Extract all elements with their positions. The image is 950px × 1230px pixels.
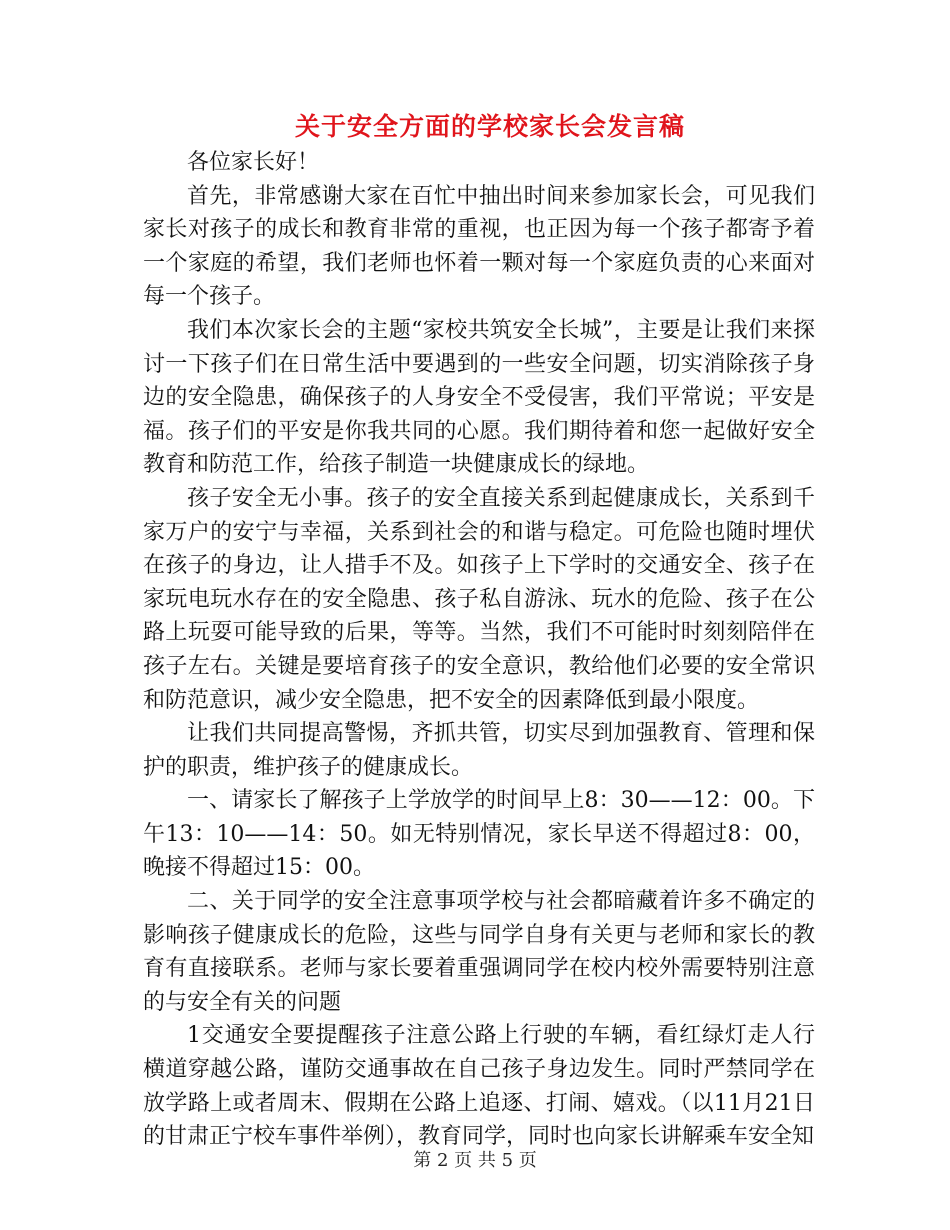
paragraph-greeting: 各位家长好！ [187,150,320,175]
paragraph-traffic-safety: 1交通安全要提醒孩子注意公路上行驶的车辆，看红绿灯走人行横道穿越公路，谨防交通事故在自己孩子身边发生。同时严禁同学在放学路上或者周末、假期在公路上追逐、打闹、嬉戏。（以11月21日的甘肃正宁校车事件举例），教育同学，同时也向家长讲解乘车安全知 [143,1023,815,1150]
page-number-footer: 第 2 页 共 5 页 [413,1150,537,1171]
paragraph-theme: 我们本次家长会的主题“家校共筑安全长城”，主要是让我们来探讨一下孩子们在日常生活中要遇到的一些安全问题，切实消除孩子身边的安全隐患，确保孩子的人身安全不受侵害，我们平常说；平安是福。孩子们的平安是你我共同的心愿。我们期待着和您一起做好安全教育和防范工作，给孩子制造一块健康成长的绿地。 [143,317,815,478]
paragraph-thanks: 首先，非常感谢大家在百忙中抽出时间来参加家长会，可见我们家长对孩子的成长和教育非常的重视，也正因为每一个孩子都寄予着一个家庭的希望，我们老师也怀着一颗对每一个家庭负责的心来面对每一个孩子。 [143,183,815,310]
document-title: 关于安全方面的学校家长会发言稿 [294,112,685,141]
paragraph-safety-notes: 二、关于同学的安全注意事项学校与社会都暗藏着许多不确定的影响孩子健康成长的危险，这些与同学自身有关更与老师和家长的教育有直接联系。老师与家长要着重强调同学在校内校外需要特别注意的与安全有关的问题 [143,889,815,1015]
document-body [143,146,815,1154]
paragraph-school-hours: 一、请家长了解孩子上学放学的时间早上8：30——12：00。下午13：10——14：50。如无特别情况，家长早送不得超过8：00，晚接不得超过15：00。 [143,788,815,881]
paragraph-vigilance: 让我们共同提高警惕，齐抓共管，切实尽到加强教育、管理和保护的职责，维护孩子的健康成长。 [143,721,815,780]
paragraph-safety-importance: 孩子安全无小事。孩子的安全直接关系到起健康成长，关系到千家万户的安宁与幸福，关系到社会的和谐与稳定。可危险也随时埋伏在孩子的身边，让人措手不及。如孩子上下学时的交通安全、孩子在家玩电玩水存在的安全隐患、孩子私自游泳、玩水的危险、孩子在公路上玩耍可能导致的后果，等等。当然，我们不可能时时刻刻陪伴在孩子左右。关键是要培育孩子的安全意识，教给他们必要的安全常识和防范意识，减少安全隐患，把不安全的因素降低到最小限度。 [143,485,815,713]
